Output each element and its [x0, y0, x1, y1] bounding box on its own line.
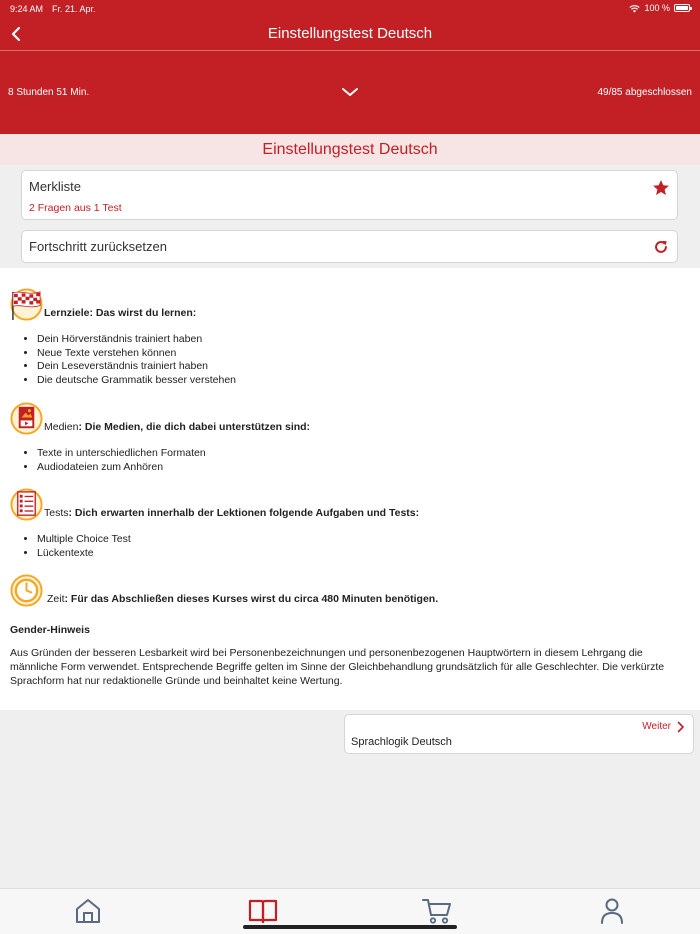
- home-indicator[interactable]: [243, 925, 457, 929]
- list-item: • Dein Leseverständnis trainiert haben: [37, 360, 690, 374]
- tab-profile[interactable]: [597, 897, 627, 925]
- merkliste-title: Merkliste: [29, 179, 82, 194]
- status-bar: [0, 0, 700, 18]
- nav-title: Einstellungstest Deutsch: [267, 25, 433, 42]
- home-icon: [74, 898, 102, 924]
- list-item: • Lückentexte: [37, 547, 690, 561]
- zeit-label: Zeit: Für das Abschließen dieses Kurses wirst du circa 480 Minuten benötigen.: [47, 592, 439, 605]
- expand-button[interactable]: [338, 82, 362, 102]
- list-item: • Dein Hörverständnis trainiert haben: [37, 333, 690, 347]
- zeit-section: [10, 574, 690, 607]
- next-label: Weiter: [642, 721, 671, 732]
- list-item: • Neue Texte verstehen können: [37, 347, 690, 361]
- next-lesson-card[interactable]: [344, 714, 694, 754]
- time-remaining: 8 Stunden 51 Min.: [8, 87, 90, 98]
- refresh-icon: [652, 238, 670, 256]
- lernziele-section: [10, 288, 690, 387]
- media-icon: [10, 402, 43, 435]
- app-header: [0, 0, 700, 134]
- clock-icon: [10, 574, 43, 607]
- checklist-icon: [10, 488, 43, 521]
- chevron-down-icon: [340, 86, 360, 98]
- gender-text: Aus Gründen der besseren Lesbarkeit wird bei Personenbezeichnungen und personenbezogenen Hauptwörtern in diesem Lehrgang die männliche Form verwendet. Entsprechende Begriffe gelten im Sinne der Gleichbehandlung grundsätzlich für alle Geschlechter. Die verkürzte Sprachform hat nur redaktionelle Gründe und beinhaltet keine Wertung.: [10, 647, 665, 687]
- tests-list: [37, 533, 690, 560]
- battery-percent: 100 %: [644, 3, 670, 13]
- gender-title: Gender-Hinweis: [10, 624, 90, 636]
- merkliste-card[interactable]: [21, 170, 678, 220]
- reset-progress-title: Fortschritt zurücksetzen: [29, 239, 167, 254]
- status-right: [629, 3, 690, 13]
- chevron-right-icon: [676, 721, 685, 733]
- course-description: [0, 268, 700, 710]
- battery-icon: [674, 4, 690, 12]
- course-title: Einstellungstest Deutsch: [0, 134, 700, 165]
- status-date: Fr. 21. Apr.: [52, 4, 96, 14]
- tests-section: [10, 488, 690, 560]
- progress-text: 49/85 abgeschlossen: [597, 87, 692, 98]
- wifi-icon: [629, 4, 640, 13]
- list-item: • Audiodateien zum Anhören: [37, 461, 690, 475]
- tab-courses[interactable]: [248, 897, 278, 925]
- nav-divider: [0, 50, 700, 51]
- tab-shop[interactable]: [422, 897, 452, 925]
- lernziele-label: Lernziele: Das wirst du lernen:: [44, 306, 197, 319]
- reset-progress-card[interactable]: [21, 230, 678, 263]
- medien-list: [37, 447, 690, 474]
- list-item: • Texte in unterschiedlichen Formaten: [37, 447, 690, 461]
- medien-label: Medien: Die Medien, die dich dabei unterstützen sind:: [44, 420, 311, 433]
- merkliste-subtitle: 2 Fragen aus 1 Test: [29, 202, 122, 214]
- tests-label: Tests: Dich erwarten innerhalb der Lektionen folgende Aufgaben und Tests:: [44, 506, 420, 519]
- medien-section: [10, 402, 690, 474]
- list-item: • Die deutsche Grammatik besser verstehen: [37, 374, 690, 388]
- profile-icon: [599, 897, 625, 925]
- checkered-flag-icon: [10, 288, 43, 321]
- status-time: 9:24 AM: [10, 4, 44, 14]
- star-icon: [652, 179, 670, 197]
- cart-icon: [422, 897, 452, 925]
- next-lesson-title: Sprachlogik Deutsch: [351, 736, 452, 748]
- tab-home[interactable]: [73, 897, 103, 925]
- book-icon: [248, 898, 278, 924]
- list-item: • Multiple Choice Test: [37, 533, 690, 547]
- lernziele-list: [37, 333, 690, 387]
